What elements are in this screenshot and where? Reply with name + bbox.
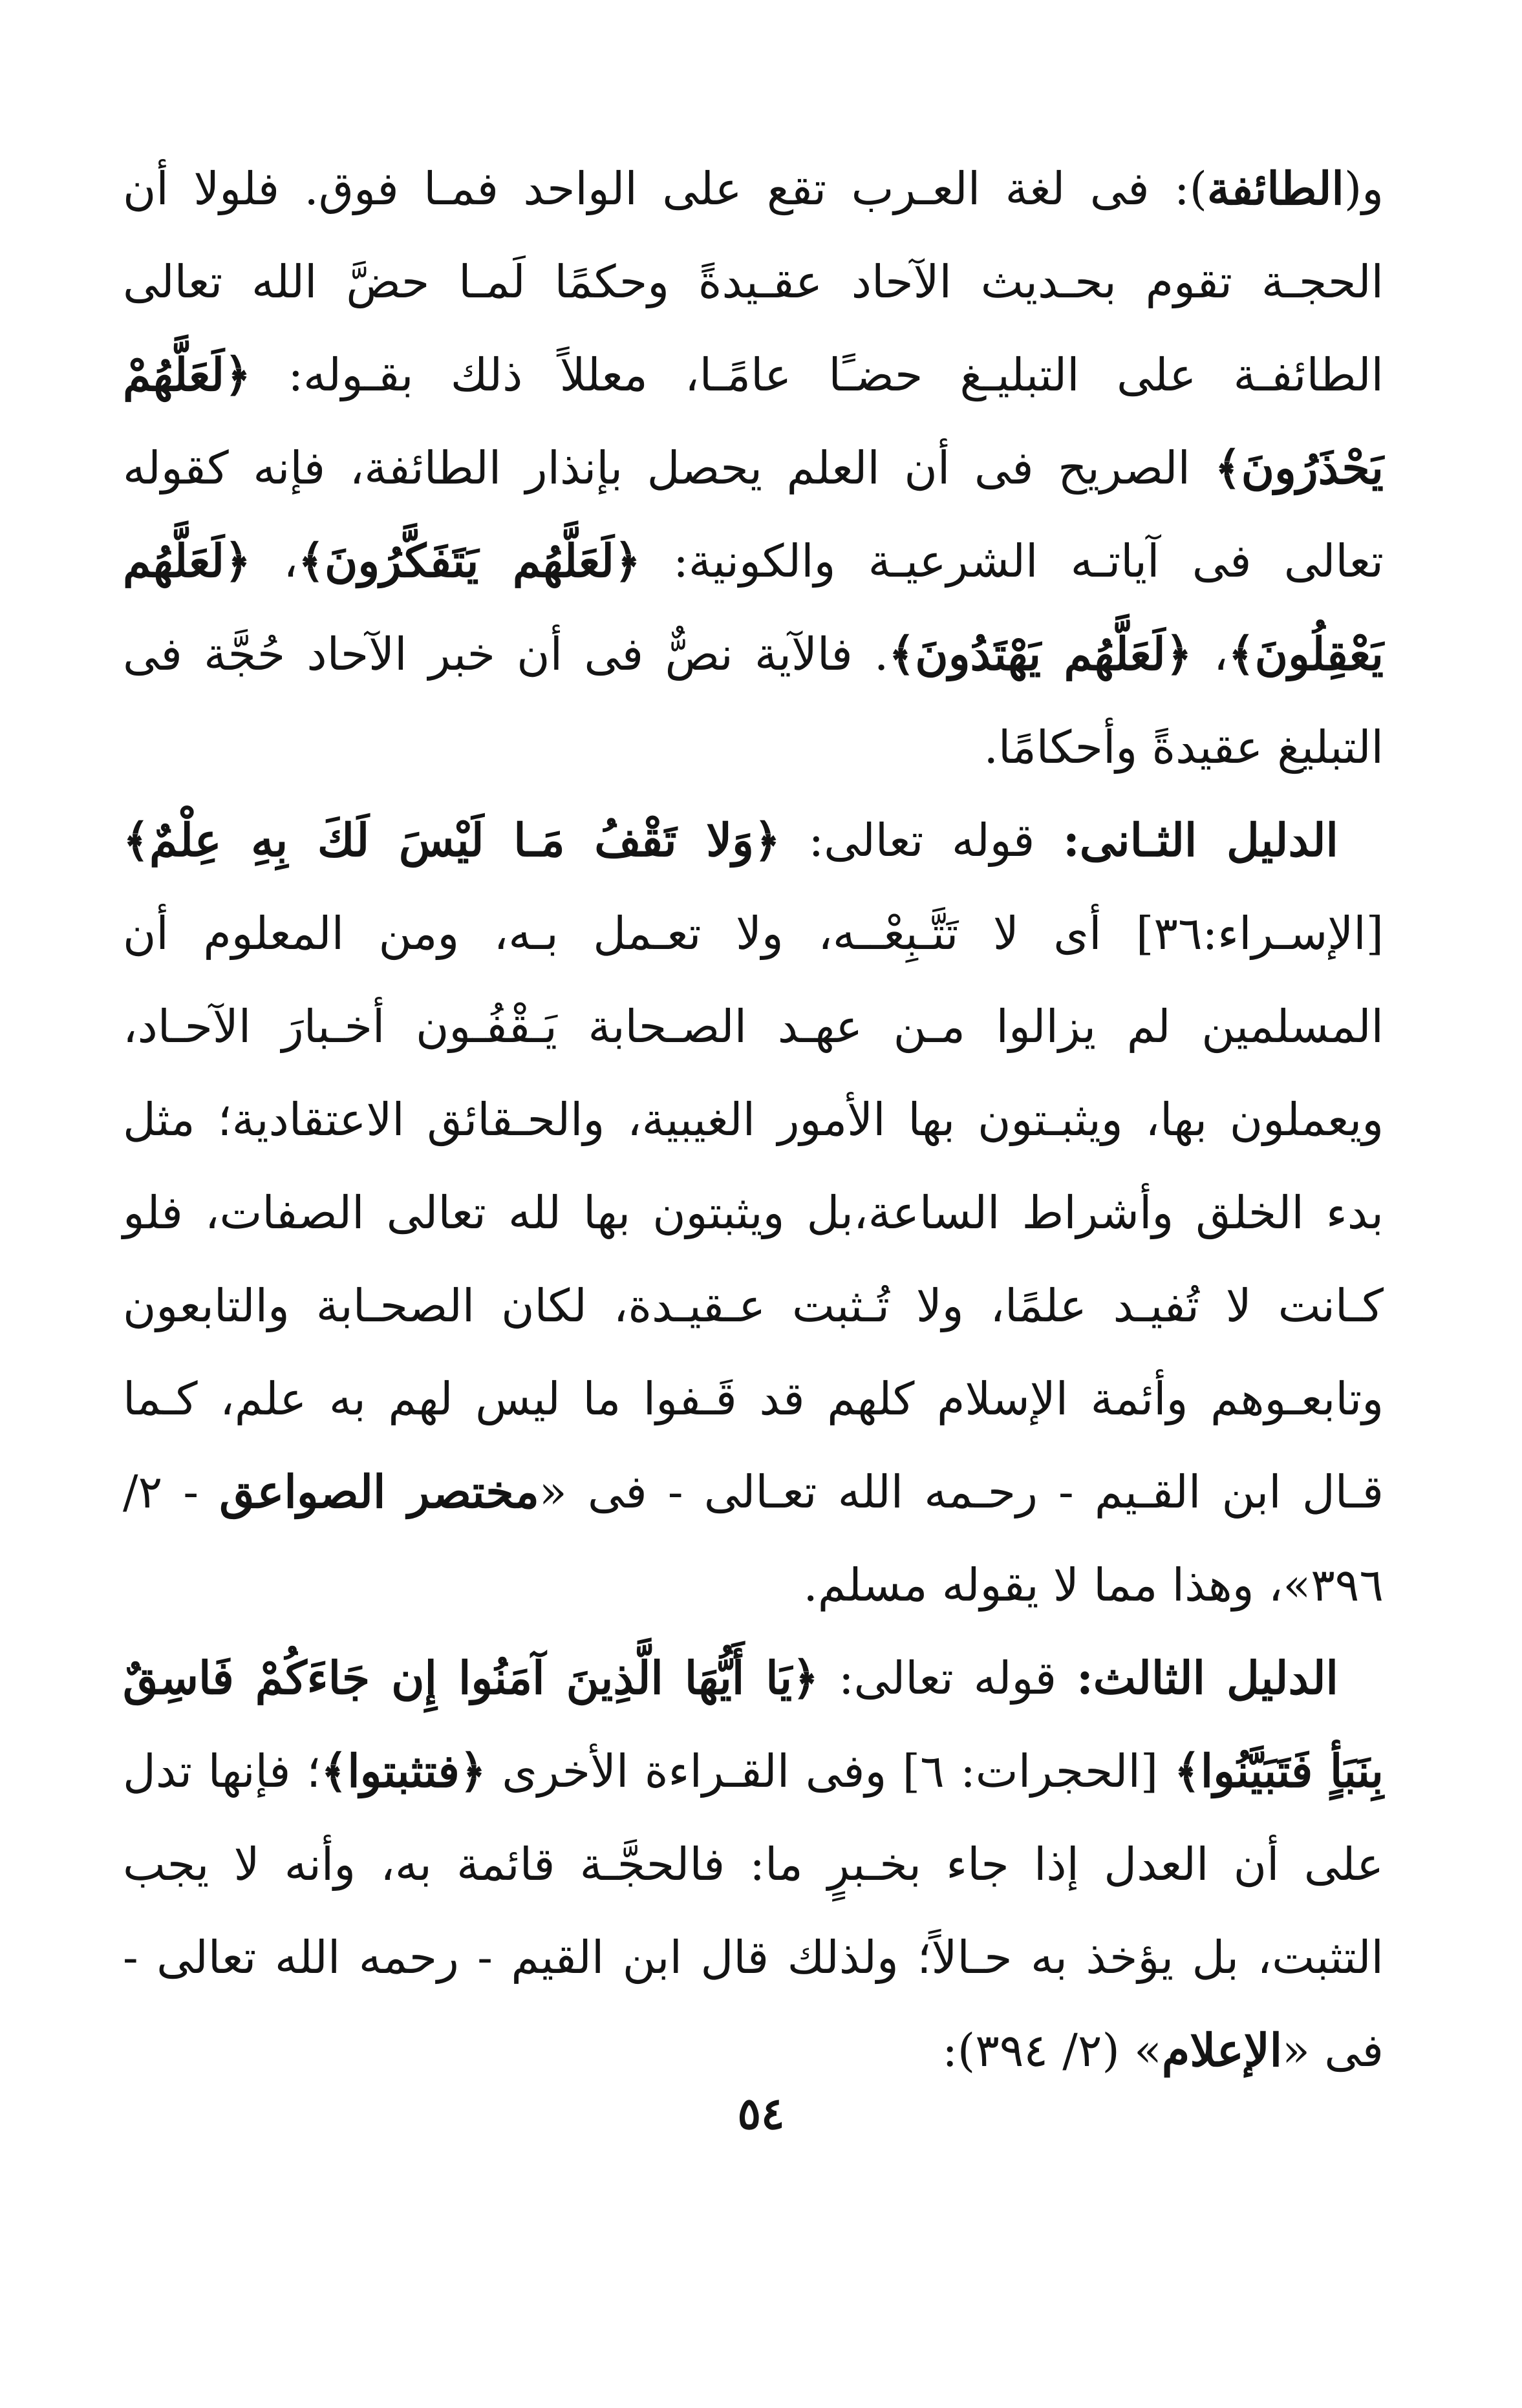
page-body — [123, 142, 1384, 2097]
body-text: [الحجرات: ٦] وفى القـراءة الأخرى — [486, 1745, 1174, 1798]
paragraph-heading: الدليل الثالث: — [1076, 1651, 1339, 1705]
body-text: - ٢/ ٣٩٦»، وهذا مما لا يقوله مسلم. — [123, 1465, 1384, 1612]
bold-term: مختصر الصواعق — [219, 1465, 539, 1518]
quran-verse: ﴿يَا أَيُّهَا الَّذِينَ آمَنُوا إِن جَاءَكُمْ فَاسِقٌ بِنَبَأٍ فَتَبَيَّنُوا﴾ — [123, 1651, 1384, 1798]
quran-verse: ﴿لَعَلَّهُم يَعْقِلُونَ﴾ — [123, 534, 1384, 681]
body-text: . فالآية نصٌّ فى أن خبر الآحاد حُجَّة فى التبليغ عقيدةً وأحكامًا. — [123, 628, 1384, 774]
body-text: ، — [251, 535, 298, 588]
body-text: ، — [1192, 628, 1228, 681]
page-number: ٥٤ — [737, 2088, 785, 2140]
body-text: » (٢/ ٣٩٤): — [942, 2024, 1162, 2077]
paragraph-taifa — [123, 142, 1384, 794]
body-text: قوله تعالى: — [780, 814, 1063, 867]
quran-verse: ﴿وَلا تَقْفُ مَـا لَيْسَ لَكَ بِهِ عِلْمٌ﴾ — [123, 813, 780, 867]
paragraph-heading: الدليل الثـانى: — [1062, 813, 1338, 867]
quran-verse: ﴿لَعَلَّهُمْ يَحْذَرُونَ﴾ — [123, 348, 1384, 495]
quran-verse: ﴿لَعَلَّهُم يَتَفَكَّرُونَ﴾ — [297, 534, 641, 588]
body-text: ؛ فإنها تدل على أن العدل إذا جاء بخـبرٍ ما: فالحجَّـة قائمة به، وأنه لا يجب التثبت، بل يؤخذ به حـالاً؛ ولذلك قال ابن القيم - رحمه الله تعالى - فى « — [123, 1745, 1384, 2077]
paragraph-second-evidence — [123, 794, 1384, 1632]
body-text: [الإسـراء:٣٦] أى لا تَتَّـبِعْــه، ولا تعـمل بـه، ومن المعلوم أن المسلمين لم يزالوا مـن عهـد الصـحابة يَـقْفُـون أخـبارَ الآحـاد، ويعملون بها، ويثبـتون بها الأمور الغيبية، والحـقائق الاعتقادية؛ مثل بدء الخلق وأشراط الساعة،بل ويثبتون بها لله تعالى الصفات، فلو كـانت لا تُفيـد علمًا، ولا تُـثبت عـقيـدة، لكان الصحـابة والتابعون وتابعـوهم وأئمة الإسلام كلهم قد قَـفوا ما ليس لهم به علم، كـما قـال ابن القـيم - رحـمه الله تعـالى - فى « — [123, 907, 1384, 1518]
bold-term: الإعلام — [1161, 2023, 1283, 2077]
body-text: ): فى لغة العـرب تقع على الواحد فمـا فوق. فلولا أن الحجـة تقوم بحـديث الآحاد عقـيدةً وحكمًا لَمـا حضَّ الله تعالى الطائفـة على التبليـغ حضـًا عامًـا، معللاً ذلك بقـوله: — [123, 162, 1384, 401]
quran-verse: ﴿فتثبتوا﴾ — [321, 1744, 486, 1798]
body-text: و( — [1344, 162, 1384, 215]
quran-verse: ﴿لَعَلَّهُم يَهْتَدُونَ﴾ — [888, 627, 1192, 681]
body-text: الصريح فى أن العلم يحصل بإنذار الطائفة، فإنه كقوله تعالى فى آياتـه الشرعيـة والكونية: — [123, 442, 1384, 588]
body-text: قوله تعالى: — [819, 1652, 1077, 1705]
paragraph-third-evidence — [123, 1632, 1384, 2097]
bold-term: الطائفة — [1206, 162, 1344, 215]
